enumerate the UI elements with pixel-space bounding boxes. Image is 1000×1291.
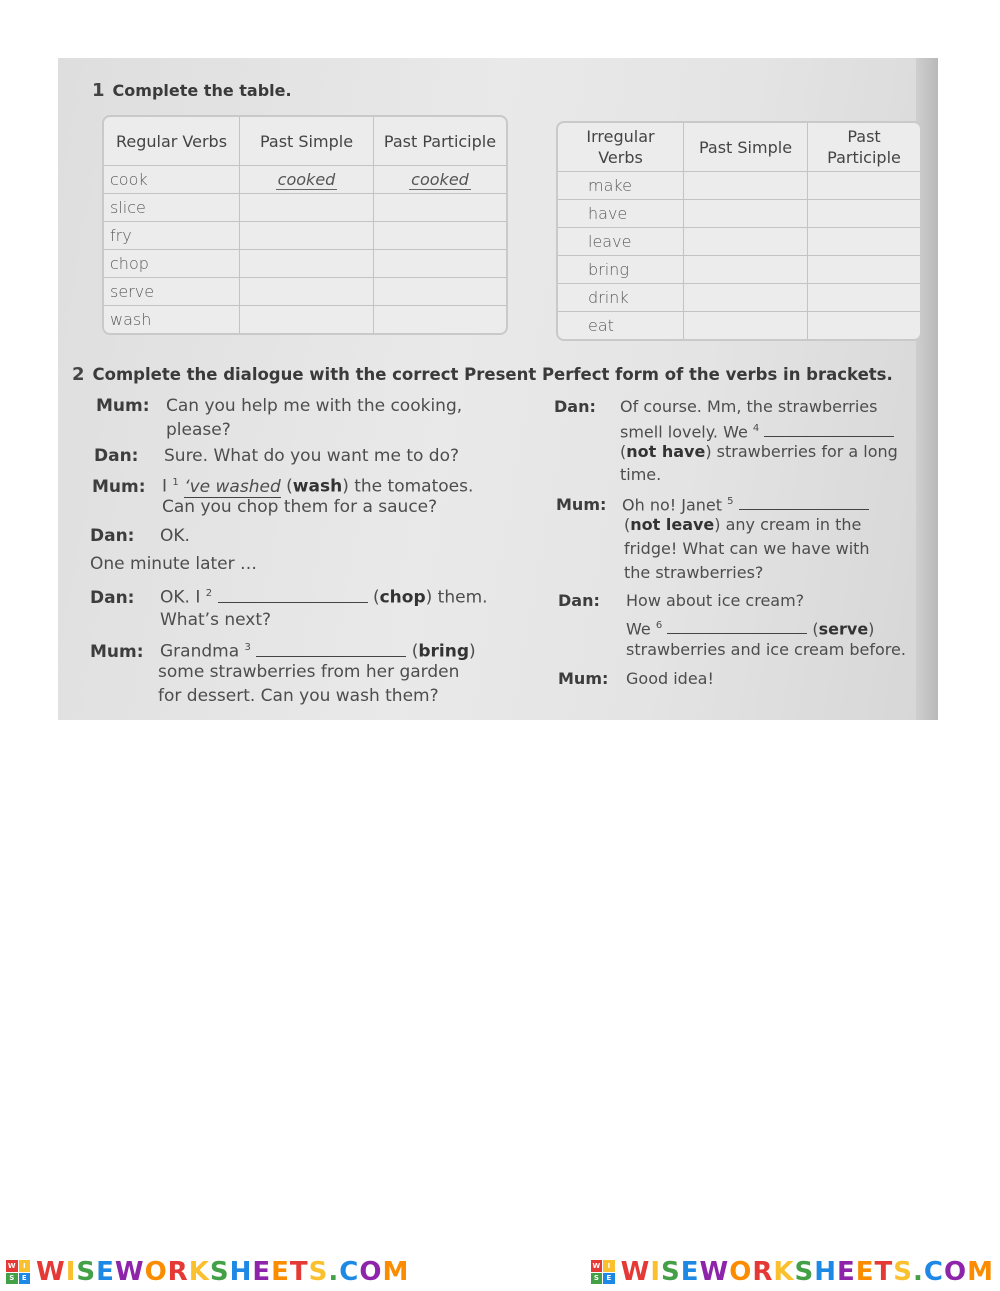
irregular-header-verb: Irregular Verbs: [558, 123, 684, 172]
speaker-label: Mum:: [96, 396, 150, 416]
dialogue-text: Can you chop them for a sauce?: [162, 497, 438, 517]
verb-cell: fry: [104, 222, 240, 250]
answer-4-blank[interactable]: [764, 422, 894, 437]
verb-cell: slice: [104, 194, 240, 222]
dialogue-line-r1: [554, 395, 877, 419]
regular-header-past-participle: Past Participle: [374, 117, 506, 166]
gap-number: 3: [244, 642, 251, 653]
dialogue-text: some strawberries from her garden: [158, 662, 460, 682]
answer-6-blank[interactable]: [667, 619, 807, 634]
verb-cell: bring: [558, 256, 684, 284]
dialogue-line-2: [94, 444, 459, 468]
verb-cell: serve: [104, 278, 240, 306]
verb-cell: wash: [104, 306, 240, 333]
irregular-header-past-participle: Past Participle: [808, 123, 920, 172]
dialogue: [58, 58, 938, 720]
dialogue-line-r3: [558, 589, 804, 613]
dialogue-text: any cream in the: [725, 515, 862, 534]
dialogue-line-1: [96, 394, 462, 418]
dialogue-text: OK.: [160, 526, 190, 546]
regular-header-past-simple: Past Simple: [240, 117, 374, 166]
verb-cell: have: [558, 200, 684, 228]
dialogue-text: (not have) strawberries for a long: [620, 442, 898, 461]
verb-in-brackets: serve: [818, 619, 869, 639]
verb-cell: drink: [558, 284, 684, 312]
dialogue-text: Can you help me with the cooking,: [166, 396, 463, 416]
logo-letter: E: [19, 1273, 31, 1285]
dialogue-text: We: [626, 619, 651, 639]
dialogue-text: OK. I: [160, 587, 201, 608]
logo-letter: I: [603, 1260, 615, 1272]
irregular-header-past-simple: Past Simple: [684, 123, 808, 172]
dialogue-text: the strawberries?: [624, 563, 764, 582]
speaker-label: Mum:: [90, 641, 144, 662]
dialogue-text: time.: [620, 465, 662, 484]
gap-number: 6: [655, 620, 663, 631]
logo-letter: S: [6, 1273, 18, 1285]
dialogue-text: please?: [166, 420, 231, 440]
gap-number: 1: [172, 477, 179, 488]
logo-letter: W: [592, 1261, 601, 1270]
exercise-2-number: 2: [72, 364, 85, 385]
answer-text: cooked: [411, 170, 469, 189]
dialogue-line-5: Dan: OK. I $^2$ (chop) them.: [90, 587, 488, 608]
dialogue-line-3: Mum: I $^1$ ‘ve washed (wash) the tomatoes.: [92, 476, 474, 497]
dialogue-text: Sure. What do you want me to do?: [164, 446, 460, 466]
dialogue-text: Oh no! Janet: [622, 495, 723, 515]
dialogue-text: them.: [437, 587, 488, 608]
dialogue-text: strawberries and ice cream before.: [626, 640, 906, 659]
brand-logo: [6, 1257, 409, 1287]
logo-letter: I: [19, 1260, 31, 1272]
narration-text: One minute later …: [90, 554, 258, 574]
gap-number: 4: [752, 423, 760, 434]
dialogue-text: for dessert. Can you wash them?: [158, 686, 439, 706]
answer-5-blank[interactable]: [739, 495, 869, 510]
verb-in-brackets: not leave: [630, 515, 715, 534]
verb-in-brackets: not have: [626, 442, 706, 461]
answer-text: cooked: [277, 170, 336, 189]
logo-icon: [591, 1260, 615, 1284]
brand-text: WISEWORKSHEETS.COM: [36, 1257, 410, 1287]
dialogue-text: Grandma: [160, 641, 240, 662]
dialogue-text: Good idea!: [626, 669, 714, 688]
answer-1[interactable]: ‘ve washed: [184, 476, 281, 497]
dialogue-text: (not leave) any cream in the: [624, 515, 862, 534]
verb-cell: eat: [558, 312, 684, 339]
verb-cell: leave: [558, 228, 684, 256]
gap-number: 2: [205, 588, 213, 599]
answer-2-blank[interactable]: [218, 588, 368, 603]
dialogue-text: I: [162, 476, 168, 497]
dialogue-text: the tomatoes.: [354, 476, 474, 497]
dialogue-line-6: Mum: Grandma $^3$ (bring): [90, 641, 476, 662]
worksheet-photo: [58, 58, 938, 720]
brand-text: WISEWORKSHEETS.COM: [620, 1257, 994, 1287]
speaker-label: Mum:: [92, 476, 146, 497]
speaker-label: Dan:: [554, 397, 596, 416]
dialogue-text: How about ice cream?: [626, 591, 805, 610]
verb-in-brackets: wash: [292, 476, 343, 497]
exercise-2-instruction: Complete the dialogue with the correct Present Perfect form of the verbs in brackets.: [92, 365, 893, 384]
verb-cell: cook: [104, 166, 240, 194]
regular-header-verb: Regular Verbs: [104, 117, 240, 166]
dialogue-text: smell lovely. We: [620, 422, 748, 442]
speaker-label: Dan:: [90, 526, 135, 546]
dialogue-text: fridge! What can we have with: [624, 539, 870, 558]
verb-cell: make: [558, 172, 684, 200]
footer-branding: [6, 1258, 994, 1286]
logo-letter: E: [603, 1273, 615, 1285]
dialogue-line-4: [90, 524, 190, 548]
dialogue-text: What’s next?: [160, 610, 272, 630]
exercise-1-instruction: Complete the table.: [112, 81, 292, 100]
brand-logo: [591, 1257, 994, 1287]
dialogue-text: strawberries for a long: [716, 442, 898, 461]
speaker-label: Dan:: [90, 587, 135, 608]
verb-in-brackets: bring: [418, 641, 470, 662]
gap-number: 5: [727, 496, 734, 507]
verb-cell: chop: [104, 250, 240, 278]
dialogue-text: We $^6$ (serve): [626, 619, 875, 639]
exercise-1-number: 1: [92, 80, 105, 101]
speaker-label: Mum:: [558, 669, 609, 688]
logo-icon: [6, 1260, 30, 1284]
dialogue-text: Of course. Mm, the strawberries: [620, 397, 878, 416]
speaker-label: Mum:: [556, 495, 607, 515]
verb-in-brackets: chop: [379, 587, 426, 608]
logo-letter: S: [591, 1273, 603, 1285]
logo-letter: W: [7, 1261, 16, 1270]
dialogue-line-r4: [558, 667, 714, 691]
speaker-label: Dan:: [94, 446, 139, 466]
speaker-label: Dan:: [558, 591, 600, 610]
answer-3-blank[interactable]: [256, 642, 406, 657]
